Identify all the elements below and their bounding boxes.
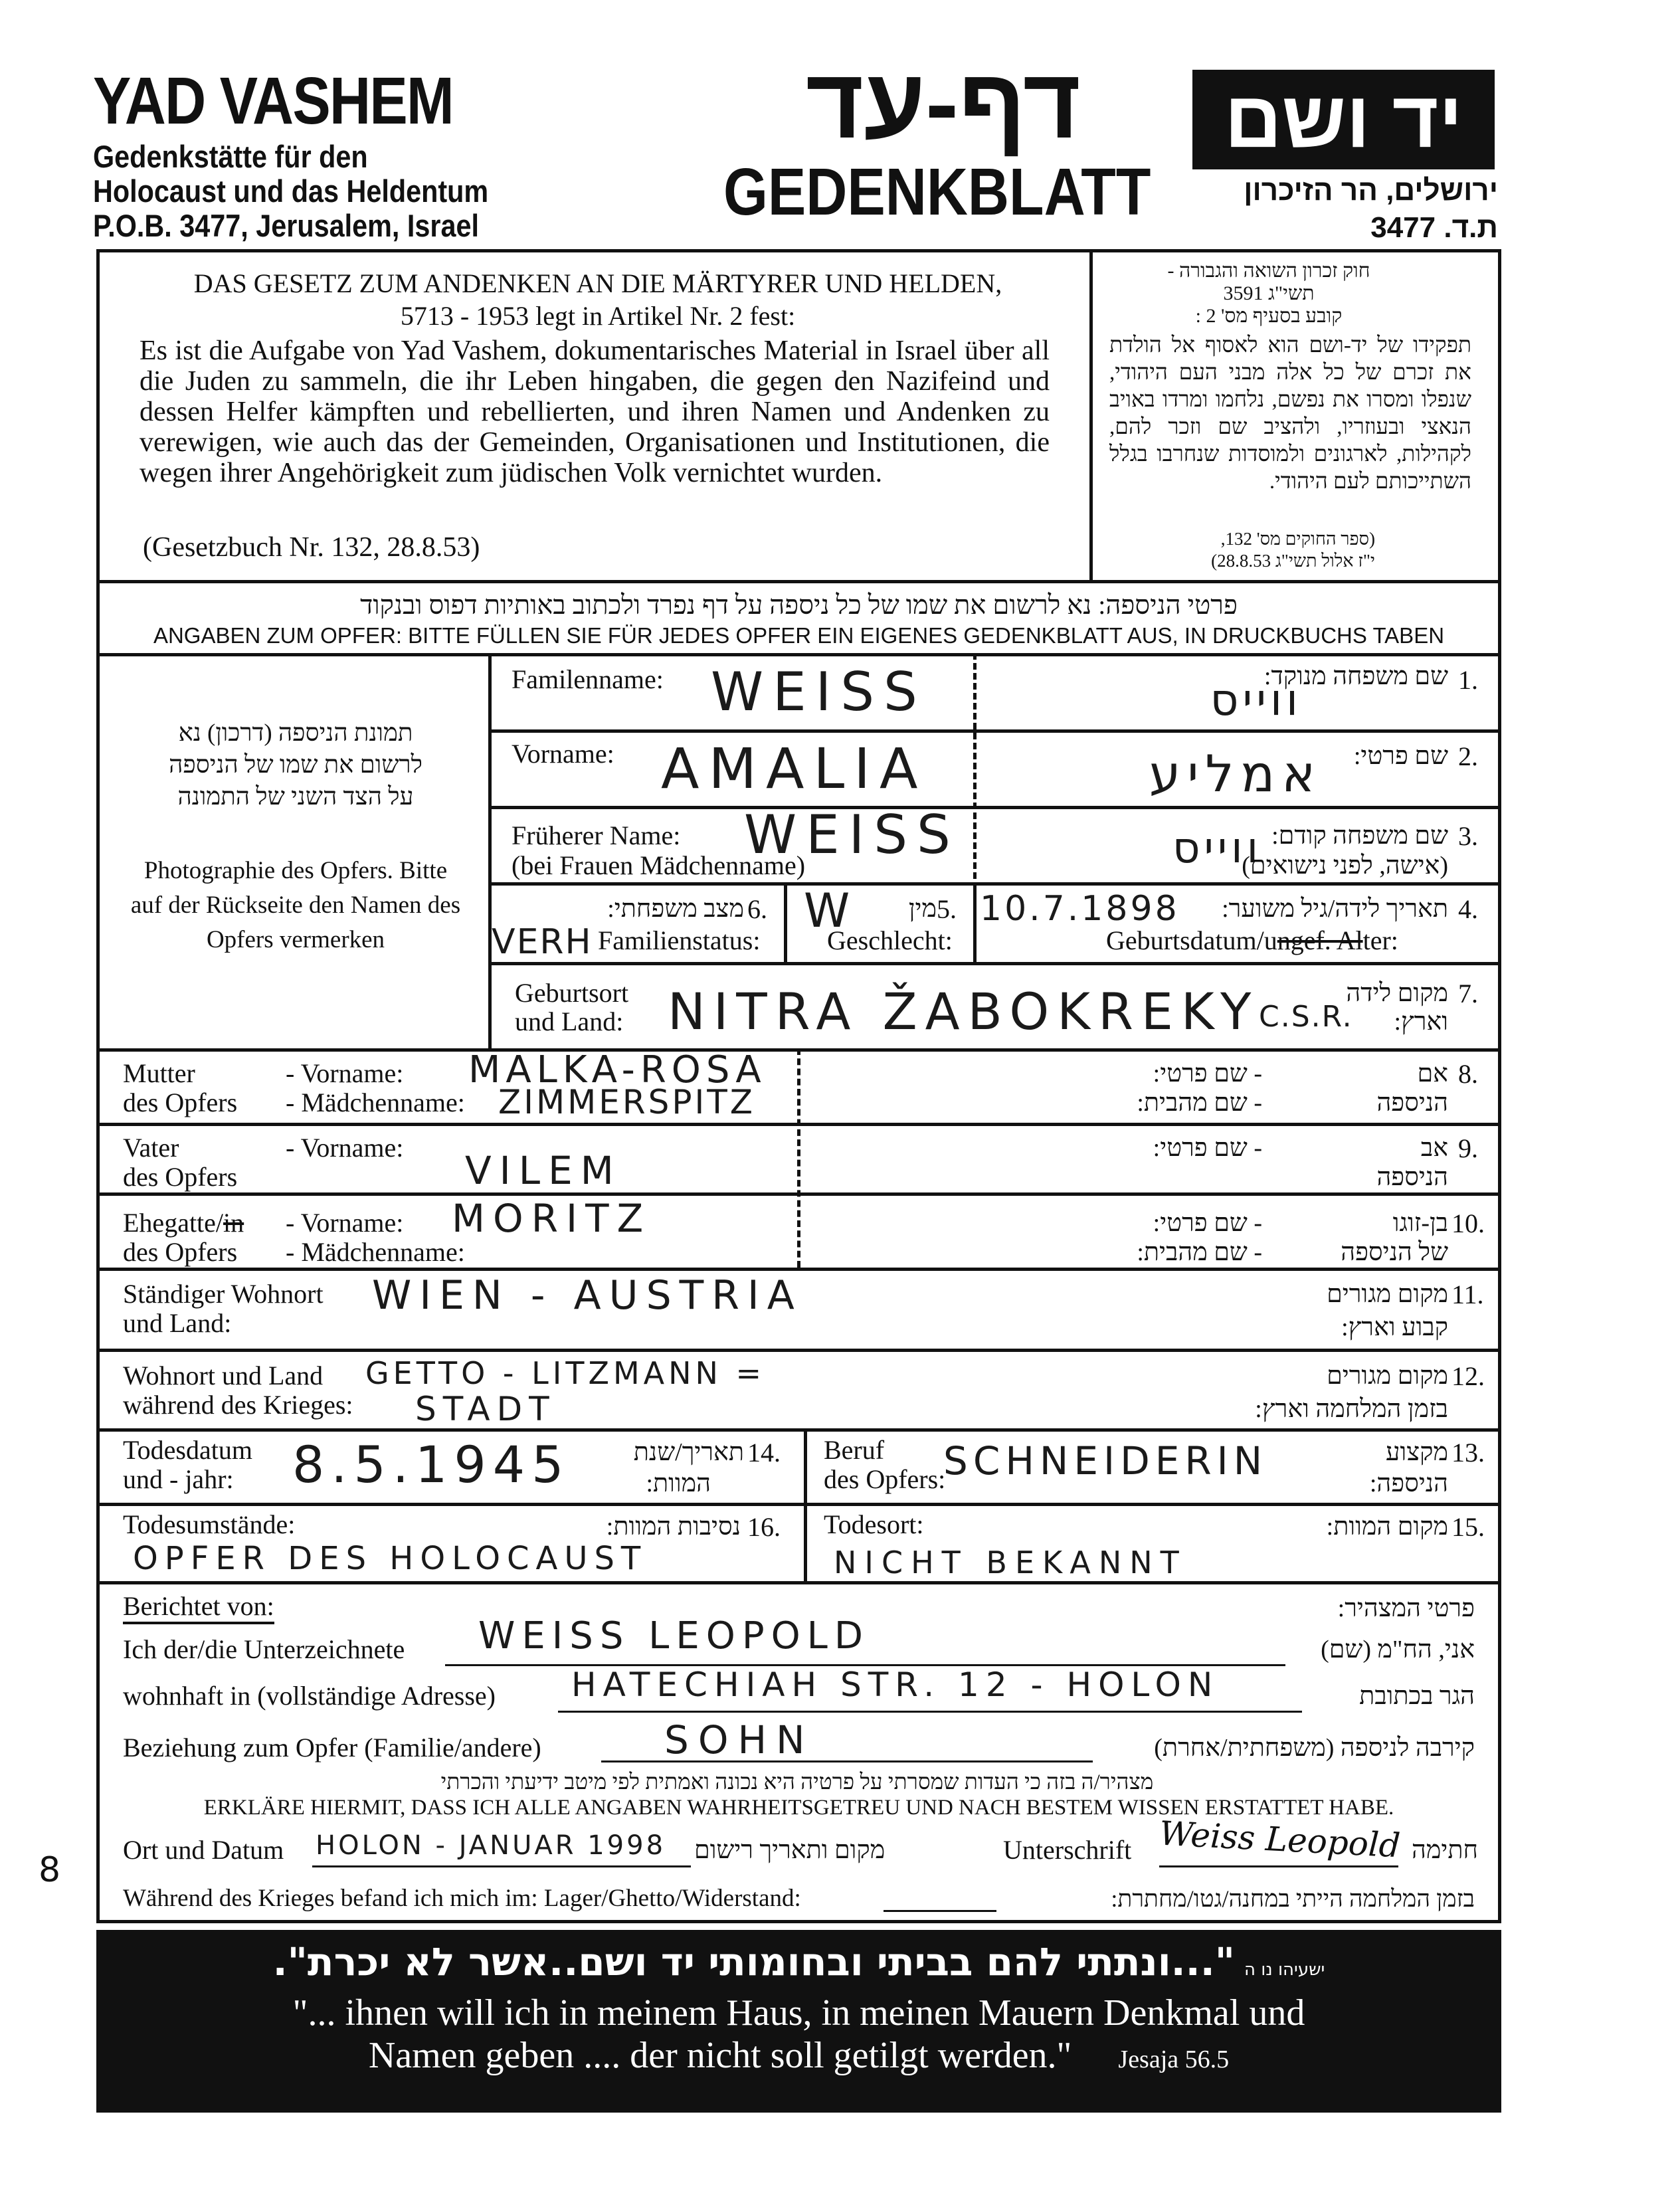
law-hebrew-title-2: תשי"ג 3591 [1223, 282, 1315, 304]
photo-divider [488, 653, 492, 1048]
death-date-value[interactable]: 8.5.1945 [292, 1435, 571, 1494]
hebrew-form-title: דף-עד [805, 47, 1081, 159]
death-circumstances-label: Todesumstände: [123, 1509, 296, 1539]
footer-german-source: Jesaja 56.5 [1118, 2045, 1230, 2073]
place-date-label: Ort und Datum [123, 1835, 284, 1865]
birth-place-hebrew-sublabel: וארץ: [1394, 1008, 1448, 1036]
signature-value[interactable]: Weiss Leopold [1158, 1814, 1402, 1865]
org-subtitle-2: Holocaust und das Heldentum [93, 173, 489, 209]
field-number-3: 3. [1458, 821, 1478, 851]
former-name-sublabel: (bei Frauen Mädchenname) [512, 850, 806, 880]
wartime-location-label: Während des Krieges befand ich mich im: Lager/Ghetto/Widerstand: [123, 1885, 801, 1912]
field-number-9: 9. [1458, 1133, 1478, 1163]
row-rule-15 [96, 1581, 1501, 1584]
row-rule-2 [488, 806, 1501, 809]
profession-value[interactable]: SCHNEIDERIN [943, 1438, 1268, 1483]
field-number-14: 14. [747, 1438, 781, 1468]
hebrew-pob: ת.ד. 3477 [1370, 211, 1498, 244]
reporter-relation-value[interactable]: SOHN [664, 1717, 814, 1762]
field-number-7: 7. [1458, 979, 1478, 1008]
former-name-hebrew-value[interactable]: ווייס [1172, 824, 1262, 873]
footer-german-quote-2-text: Namen geben .... der nicht soll getilgt werden." [368, 2035, 1072, 2076]
death-circumstances-hebrew-label: נסיבות המוות: [606, 1513, 741, 1541]
victim-heading-hebrew: פרטי הניספה: נא לרשום את שמו של כל ניספה על דף נפרד ולכתוב באותיות דפוס ובנקוד [360, 590, 1238, 620]
wartime-residence-value-2[interactable]: STADT [415, 1390, 556, 1428]
father-sublabel: des Opfers [123, 1162, 238, 1192]
first-name-hebrew-label: שם פרטי: [1353, 742, 1448, 770]
row-rule-13 [96, 1503, 1501, 1506]
family-name-hebrew-label-text: שם משפחה מנוקד: [1263, 662, 1448, 690]
field-number-5: 5. [937, 894, 957, 924]
signature-line [1159, 1865, 1398, 1867]
wartime-residence-sublabel: während des Krieges: [123, 1390, 353, 1420]
mother-maiden-name-hebrew-label: - שם מהבית: [1137, 1089, 1262, 1117]
field-number-15: 15. [1451, 1512, 1485, 1542]
law-divider [1089, 249, 1093, 581]
father-first-name-label: - Vorname: [286, 1133, 404, 1163]
field-number-13: 13. [1451, 1438, 1485, 1468]
gender-hebrew-label: מין [908, 895, 937, 923]
reporter-address-label: wohnhaft in (vollständige Adresse) [123, 1681, 496, 1711]
org-title: YAD VASHEM [93, 64, 453, 138]
former-name-label: Früherer Name: [512, 820, 681, 850]
death-divider [804, 1428, 807, 1581]
first-name-hebrew-value[interactable]: אמליע [1149, 744, 1322, 803]
law-hebrew-title-3: קובע בסעיף מס' 2 : [1195, 305, 1343, 327]
wartime-residence-label: Wohnort und Land [123, 1361, 324, 1390]
law-bottom-rule [96, 580, 1501, 583]
footer-german-quote-1: "... ihnen will ich in meinem Haus, in meinen Mauern Denkmal und [292, 1992, 1305, 2034]
death-circumstances-value[interactable]: OPFER DES HOLOCAUST [133, 1540, 648, 1577]
field-number-4: 4. [1458, 894, 1478, 924]
birth-date-hebrew-label: תאריך לידה/גיל משוער: [1222, 895, 1448, 923]
place-date-line [312, 1865, 691, 1867]
row-rule-12 [96, 1428, 1501, 1432]
death-place-label: Todesort: [824, 1509, 924, 1539]
field-number-11: 11. [1451, 1280, 1484, 1309]
spouse-maiden-name-hebrew-label: - שם מהבית: [1137, 1238, 1262, 1266]
mother-hebrew-sublabel: הניספה [1376, 1089, 1448, 1117]
residence-sublabel: und Land: [123, 1308, 232, 1338]
wartime-location-hebrew-label: בזמן המלחמה הייתי במחנה/גטו/מחתרת: [1111, 1885, 1475, 1912]
reporter-relation-hebrew-label: קירבה לניספה (משפחתית/אחרת) [1154, 1734, 1475, 1762]
family-name-hebrew-value[interactable]: ווייס [1210, 674, 1302, 725]
reporter-address-value[interactable]: HATECHIAH STR. 12 - HOLON [571, 1665, 1220, 1704]
law-title-1: DAS GESETZ ZUM ANDENKEN AN DIE MÄRTYRER UND HELDEN, [193, 268, 1002, 298]
row4-divider-a [784, 882, 787, 962]
law-body: Es ist die Aufgabe von Yad Vashem, dokumentarisches Material in Israel über all die Juden zu sammeln, die ihr Leben hingaben, die gegen den Nazifeind und dessen Helfer kämpften und rebellierten, und ihren Namen und Andenken zu verewigen, wie auch das der Gemeinden, Organisationen und Institutionen, die wegen ihrer Angehörigkeit zum jüdischen Volk vernichtet wurden. [140, 335, 1050, 488]
death-place-hebrew-label: מקום המוות: [1326, 1513, 1448, 1541]
profession-label: Beruf [824, 1435, 885, 1465]
reporter-address-hebrew-label: הגר בכתובת [1359, 1682, 1475, 1710]
place-date-hebrew-label: מקום ותאריך רישום [694, 1836, 886, 1864]
former-name-hebrew-sublabel: (אישה, לפני נישואים) [1242, 852, 1448, 880]
residence-label: Ständiger Wohnort [123, 1279, 324, 1309]
birth-place-label: Geburtsort [515, 978, 629, 1008]
photo-note-hebrew: תמונת הניספה (דרכון) נא לרשום את שמו של הניספה על הצד השני של התמונה [169, 719, 422, 810]
law-citation: (Gesetzbuch Nr. 132, 28.8.53) [143, 532, 480, 563]
law-hebrew-citation-2: י"ז אלול תשי"ג 28.8.53) [1211, 551, 1375, 571]
birth-place-sublabel: und Land: [515, 1006, 624, 1036]
birth-date-label-pre: Geburtsdatum/u [1106, 925, 1277, 955]
field-number-10: 10. [1451, 1208, 1485, 1238]
row-rule-8 [96, 1123, 1501, 1126]
mother-label: Mutter [123, 1058, 195, 1088]
reporter-address-line [558, 1711, 1302, 1713]
reporter-heading-hebrew: פרטי המצהיר: [1337, 1594, 1475, 1622]
gender-label: Geschlecht: [827, 925, 953, 955]
wartime-location-line [884, 1910, 996, 1912]
first-name-label: Vorname: [512, 739, 614, 769]
law-hebrew-body: תפקידו של יד-ושם הוא לאסוף אל הולדת את זכרם של כל אלה מבני העם היהודי, שנפלו ומסרו את נפשם, נלחמו ומרדו באויב הנאצי ובעוזריו, ולהציב שם וזכר להם, לקהילות, לארגונים ולמוסדות שנחרבו בגלל השתייכותם לעם היהודי. [1109, 333, 1471, 494]
father-label: Vater [123, 1133, 179, 1163]
first-name-value[interactable]: AMALIA [661, 736, 927, 801]
birth-date-value[interactable]: 10.7.1898 [980, 889, 1180, 929]
spouse-label-struck: in [223, 1208, 244, 1238]
mother-hebrew-label: אם [1417, 1060, 1448, 1088]
father-hebrew-label: אב [1420, 1134, 1448, 1162]
reporter-heading: Berichtet von: [123, 1591, 274, 1624]
footer-hebrew-quote [106, 1939, 1491, 1993]
field-number-16: 16. [747, 1512, 781, 1542]
residence-value[interactable]: WIEN - AUSTRIA [372, 1272, 802, 1319]
death-place-value[interactable]: NICHT BEKANNT [834, 1545, 1187, 1580]
spouse-first-name-label: - Vorname: [286, 1208, 404, 1238]
death-date-hebrew-sublabel: המוות: [646, 1470, 711, 1497]
footer-german-quote-2 [106, 2034, 1491, 2081]
victim-heading-rule [96, 653, 1501, 656]
birth-place-value[interactable]: NITRA ŽABOKREKY [668, 982, 1260, 1041]
birth-date-label-post: ter: [1362, 925, 1398, 955]
row4-divider-b [973, 882, 977, 962]
mother-first-name-label: - Vorname: [286, 1058, 404, 1088]
marital-status-hebrew-label: מצב משפחתי: [607, 895, 744, 923]
residence-hebrew-label: מקום מגורים [1327, 1280, 1448, 1308]
field-number-2: 2. [1458, 741, 1478, 771]
declaration-hebrew: מצהיר/ה בזה כי העדות שמסרתי על פרטיה היא נכונה ואמתית לפי מיטב ידיעתי והכרתי [440, 1770, 1154, 1794]
field-number-8: 8. [1458, 1059, 1478, 1089]
wartime-residence-value-1[interactable]: GETTO - LITZMANN = [365, 1355, 766, 1391]
father-hebrew-sublabel: הניספה [1376, 1163, 1448, 1191]
mother-first-name-value[interactable]: MALKA-ROSA [468, 1048, 767, 1092]
photo-note-german: Photographie des Opfers. Bitte auf der Rückseite den Namen des Opfers vermerken [130, 857, 461, 953]
row-rule-4 [488, 962, 1501, 965]
death-date-label: Todesdatum [123, 1435, 252, 1465]
family-name-value[interactable]: WEISS [711, 661, 927, 723]
marital-status-value[interactable]: VERH [492, 922, 593, 962]
footer-hebrew-quote-text: "...ונתתי להם בביתי ובחומותי יד ושם..אשר לא יכרת". [272, 1939, 1235, 1984]
reporter-name-hebrew-label: אני, הח"מ (שם) [1321, 1636, 1475, 1664]
birth-date-label-struck: ngef. Al [1277, 925, 1363, 955]
org-subtitle-1: Gedenkstätte für den [93, 139, 368, 174]
signature-label: Unterschrift [1003, 1835, 1132, 1865]
row-rule-3 [488, 882, 1501, 886]
family-name-hebrew-label [1262, 661, 1448, 692]
footer-hebrew-source: ישעיהו נו ה [1244, 1960, 1325, 1980]
profession-hebrew-label: מקצוע [1386, 1438, 1448, 1466]
law-hebrew-title-1: חוק זכרון השואה והגבורה - [1167, 260, 1370, 282]
father-first-name-value[interactable]: VILEM [465, 1148, 622, 1193]
signature-hebrew-label: חתימה [1411, 1836, 1478, 1864]
gender-value[interactable]: W [804, 884, 860, 938]
row-rule-9 [96, 1192, 1501, 1196]
residence-hebrew-sublabel: קבוע וארץ: [1341, 1313, 1448, 1341]
former-name-value[interactable]: WEISS [744, 804, 960, 866]
field-number-12: 12. [1451, 1361, 1485, 1391]
former-name-hebrew-label: שם משפחה קודם: [1271, 822, 1448, 850]
profession-sublabel: des Opfers: [824, 1464, 946, 1494]
birth-place-hebrew-label: מקום לידה [1346, 979, 1448, 1007]
marital-status-label: Familienstatus: [598, 925, 761, 955]
row-rule-11 [96, 1349, 1501, 1352]
law-hebrew-citation-1: (ספר החוקים מס' 132, [1220, 529, 1375, 549]
reporter-relation-label: Beziehung zum Opfer (Familie/andere) [123, 1733, 541, 1762]
birth-date-label [1106, 925, 1398, 956]
family-name-label: Familenname: [512, 664, 664, 694]
margin-mark: 8 [39, 1850, 61, 1890]
wartime-residence-hebrew-label: מקום מגורים [1327, 1362, 1448, 1390]
row-rule-10 [96, 1268, 1501, 1271]
victim-heading-german: ANGABEN ZUM OPFER: BITTE FÜLLEN SIE FÜR JEDES OPFER EIN EIGENES GEDENKBLATT AUS, IN DRUCKBUCHS TABEN [153, 623, 1445, 648]
place-date-value[interactable]: HOLON - JANUAR 1998 [316, 1830, 666, 1861]
form-title: GEDENKBLATT [723, 155, 1151, 229]
law-title-2: 5713 - 1953 legt in Artikel Nr. 2 fest: [400, 301, 796, 331]
reporter-name-value[interactable]: WEISS LEOPOLD [478, 1614, 870, 1658]
spouse-label-text: Ehegatte/ [123, 1208, 224, 1238]
hebrew-address: ירושלים, הר הזיכרון [1244, 174, 1498, 207]
reporter-name-label: Ich der/die Unterzeichnete [123, 1634, 405, 1664]
center-dash-parents [797, 1048, 800, 1268]
profession-hebrew-sublabel: הניספה: [1369, 1470, 1448, 1497]
org-address: P.O.B. 3477, Jerusalem, Israel [93, 208, 479, 243]
mother-maiden-name-label: - Mädchenname: [286, 1088, 465, 1117]
field-number-6: 6. [747, 894, 767, 924]
spouse-first-name-value[interactable]: MORITZ [452, 1196, 652, 1241]
death-date-sublabel: und - jahr: [123, 1464, 234, 1494]
mother-maiden-name-value[interactable]: ZIMMERSPITZ [498, 1083, 756, 1121]
spouse-hebrew-sublabel: של הניספה [1341, 1238, 1448, 1266]
birth-place-country[interactable]: C.S.R. [1259, 1000, 1353, 1034]
mother-sublabel: des Opfers [123, 1088, 238, 1117]
row-rule-1 [488, 729, 1501, 733]
mother-first-name-hebrew-label: - שם פרטי: [1153, 1060, 1262, 1088]
spouse-sublabel: des Opfers [123, 1237, 238, 1267]
spouse-label [123, 1208, 244, 1238]
spouse-hebrew-label: בן-זוגו [1392, 1209, 1448, 1237]
yad-vashem-logo: יד ושם [1192, 70, 1495, 169]
death-date-hebrew-label: תאריך/שנת [633, 1438, 744, 1466]
field-number-1: 1. [1458, 665, 1478, 695]
father-first-name-hebrew-label: - שם פרטי: [1153, 1134, 1262, 1162]
spouse-first-name-hebrew-label: - שם פרטי: [1153, 1209, 1262, 1237]
declaration-german: ERKLÄRE HIERMIT, DASS ICH ALLE ANGABEN WAHRHEITSGETREU UND NACH BESTEM WISSEN ERSTATTET HABE. [203, 1796, 1394, 1820]
wartime-residence-hebrew-sublabel: בזמן המלחמה וארץ: [1255, 1395, 1448, 1423]
spouse-maiden-name-label: - Mädchenname: [286, 1237, 465, 1267]
